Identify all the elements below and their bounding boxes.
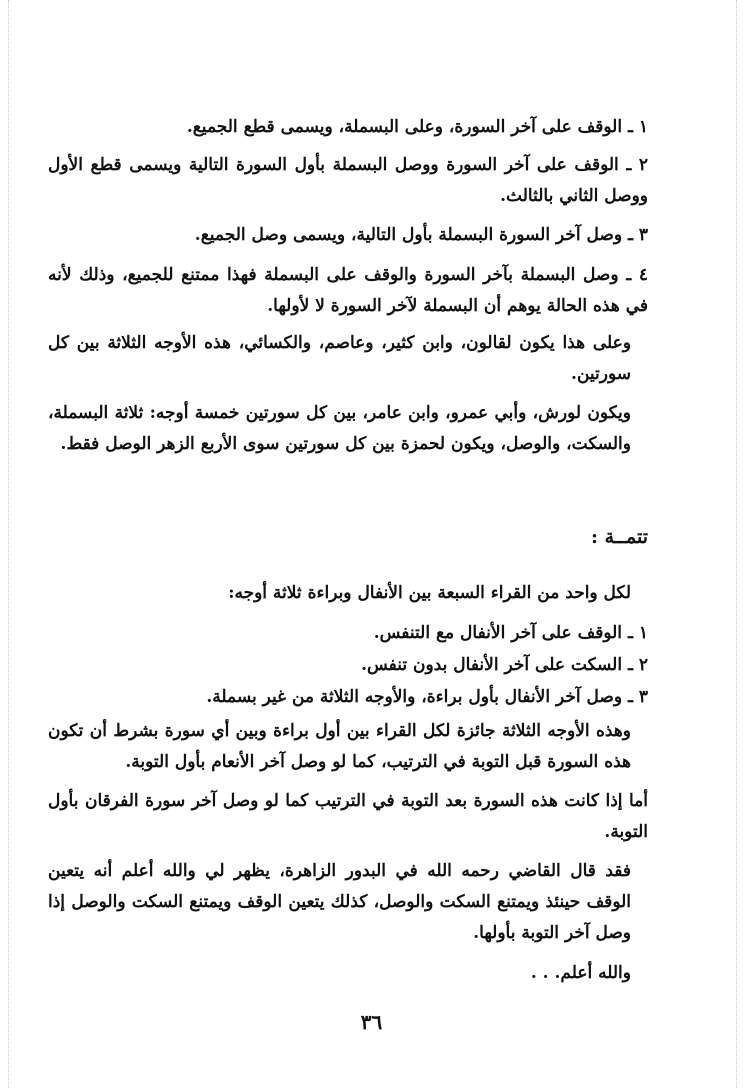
list-item-waqf: ١ ـ الوقف على آخر الأنفال مع التنفس. <box>373 623 648 643</box>
paragraph-permissible: وهذه الأوجه الثلاثة جائزة لكل القراء بين أول براءة وبين أي سورة بشرط أن تكون هذه السورة قبل التوبة في الترتيب، كما لو وصل آخر الأنعام بأول التوبة. <box>48 721 631 772</box>
list-item-wasl: ٣ ـ وصل آخر الأنفال بأول براءة، والأوجه الثلاثة من غير بسملة. <box>206 687 648 707</box>
list-item-3: ٣ ـ وصل آخر السورة البسملة بأول التالية، ويسمى وصل الجميع. <box>194 225 648 245</box>
list-item-2: ٢ ـ الوقف على آخر السورة ووصل البسملة بأول السورة التالية ويسمى قطع الأول ووصل الثاني بالثالث. <box>48 155 648 206</box>
paragraph-after-tawbah: أما إذا كانت هذه السورة بعد التوبة في الترتيب كما لو وصل آخر سورة الفرقان بأول التوبة. <box>48 791 648 842</box>
paragraph-qalun: وعلى هذا يكون لقالون، وابن كثير، وعاصم، والكسائي، هذه الأوجه الثلاثة بين كل سورتين. <box>48 333 631 384</box>
closing-line: والله أعلم. . . <box>530 963 631 983</box>
section-heading: تتمــة : <box>591 526 648 548</box>
paragraph-warsh: ويكون لورش، وأبي عمرو، وابن عامر، بين كل سورتين خمسة أوجه: ثلاثة البسملة، والسكت، والوصل، ويكون لحمزة بين كل سورتين سوى الأربع الزهر الوصل فقط. <box>48 403 631 454</box>
list-item-4: ٤ ـ وصل البسملة بآخر السورة والوقف على البسملة فهذا ممتنع للجميع، وذلك لأنه في هذه الحالة يوهم أن البسملة لآخر السورة لا لأولها. <box>48 265 648 316</box>
right-page-edge <box>736 0 737 1088</box>
left-page-edge <box>8 0 9 1088</box>
paragraph-qadi: فقد قال القاضي رحمه الله في البدور الزاهرة، يظهر لي والله أعلم أنه يتعين الوقف حينئذ ويمتنع السكت والوصل، كذلك يتعين الوقف ويمتنع السكت والوصل إذا وصل آخر التوبة بأولها. <box>48 861 631 943</box>
list-item-sakt: ٢ ـ السكت على آخر الأنفال بدون تنفس. <box>361 655 648 675</box>
page-number: ٣٦ <box>360 1010 383 1034</box>
list-item-1: ١ ـ الوقف على آخر السورة، وعلى البسملة، ويسمى قطع الجميع. <box>186 117 648 137</box>
paragraph-intro: لكل واحد من القراء السبعة بين الأنفال وبراءة ثلاثة أوجه: <box>228 583 631 603</box>
